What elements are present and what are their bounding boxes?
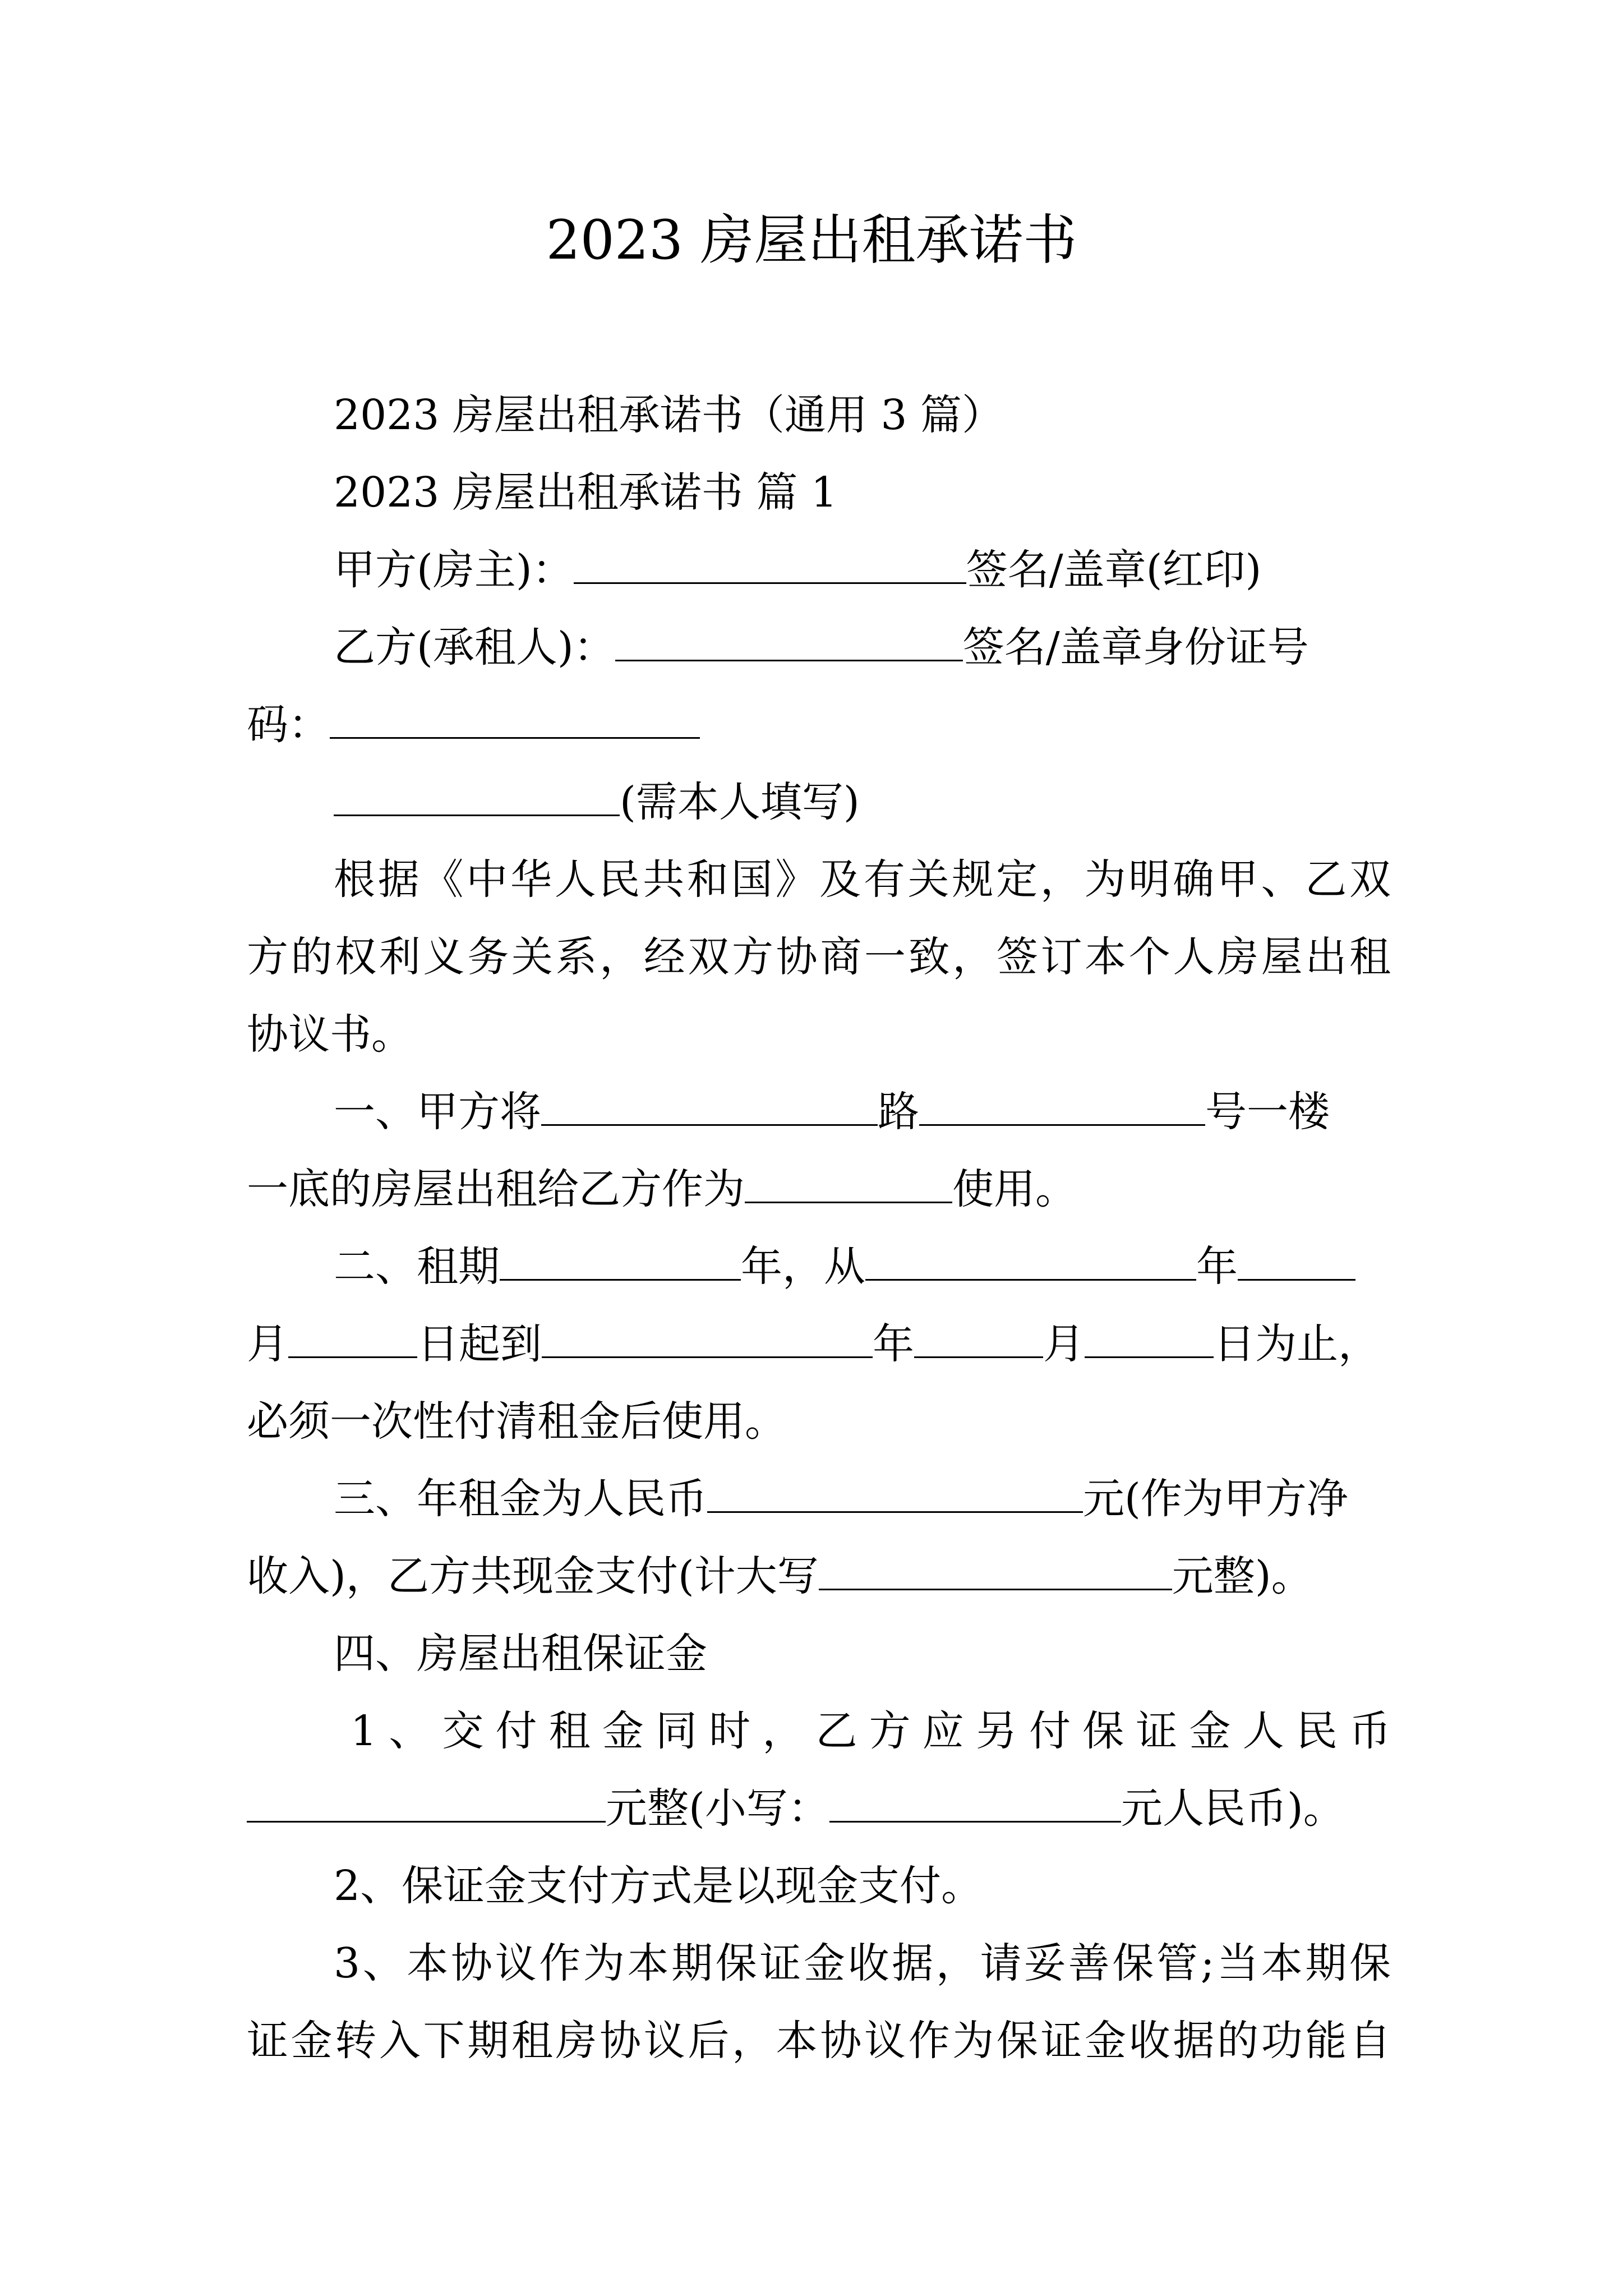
end-year-blank [542,1317,873,1358]
self-fill-blank [334,775,620,816]
amount-uppercase-blank [819,1549,1172,1590]
deposit-lowercase-blank [829,1782,1121,1823]
start-day-blank [288,1317,417,1358]
clause-2-line: 必须一次性付清租金后使用。 [247,1397,786,1446]
id-number-blank [330,698,700,739]
clause-3-line: 三、年租金为人民币 元(作为甲方净 [334,1471,1391,1527]
deposit-line: 1、交付租金同时，乙方应另付保证金人民币 [351,1707,1391,1755]
deposit-receipt-line: 证金转入下期租房协议后，本协议作为保证金收据的功能自 [247,2017,1391,2065]
clause-2-line: 月 日起到 年 月 日为止， [247,1316,1391,1372]
id-number-line: 码： [247,697,1391,753]
deposit-payment-line: 2、保证金支付方式是以现金支付。 [334,1862,983,1910]
deposit-receipt-line: 3、本协议作为本期保证金收据，请妥善保管;当本期保 [334,1939,1391,1987]
usage-blank [745,1162,952,1203]
party-b-blank [615,620,963,661]
end-day-blank [1085,1317,1214,1358]
road-blank [541,1085,878,1126]
clause-2-line: 二、租期 年，从 年 [334,1239,1391,1295]
end-month-blank [914,1317,1043,1358]
clause-3-line: 收入)，乙方共现金支付(计大写 元整)。 [247,1548,1391,1604]
clause-4-heading: 四、房屋出租保证金 [334,1630,707,1678]
document-title: 2023 房屋出租承诺书 [546,209,1077,272]
clause-1-line: 一、甲方将 路 号一楼 [334,1084,1391,1140]
clause-1-line: 一底的房屋出租给乙方作为 使用。 [247,1161,1391,1217]
paragraph-line: 协议书。 [247,1010,413,1059]
subtitle-part-1: 2023 房屋出租承诺书 篇 1 [334,468,837,517]
annual-rent-blank [707,1472,1083,1513]
party-a-blank [574,543,966,584]
self-fill-line: (需本人填写) [334,774,1391,830]
paragraph-line: 根据《中华人民共和国》及有关规定，为明确甲、乙双 [334,855,1391,904]
party-a-line: 甲方(房主)： 签名/盖章(红印) [334,542,1391,598]
subtitle-collection: 2023 房屋出租承诺书（通用 3 篇） [334,391,1003,439]
deposit-uppercase-blank [247,1782,606,1823]
number-blank [919,1085,1205,1126]
start-year-blank [865,1240,1196,1281]
deposit-line: 元整(小写： 元人民币)。 [247,1780,1424,1837]
party-b-line: 乙方(承租人)： 签名/盖章身份证号 [334,619,1391,675]
start-month-blank [1238,1240,1355,1281]
term-years-blank [500,1240,741,1281]
paragraph-line: 方的权利义务关系，经双方协商一致，签订本个人房屋出租 [247,933,1391,981]
